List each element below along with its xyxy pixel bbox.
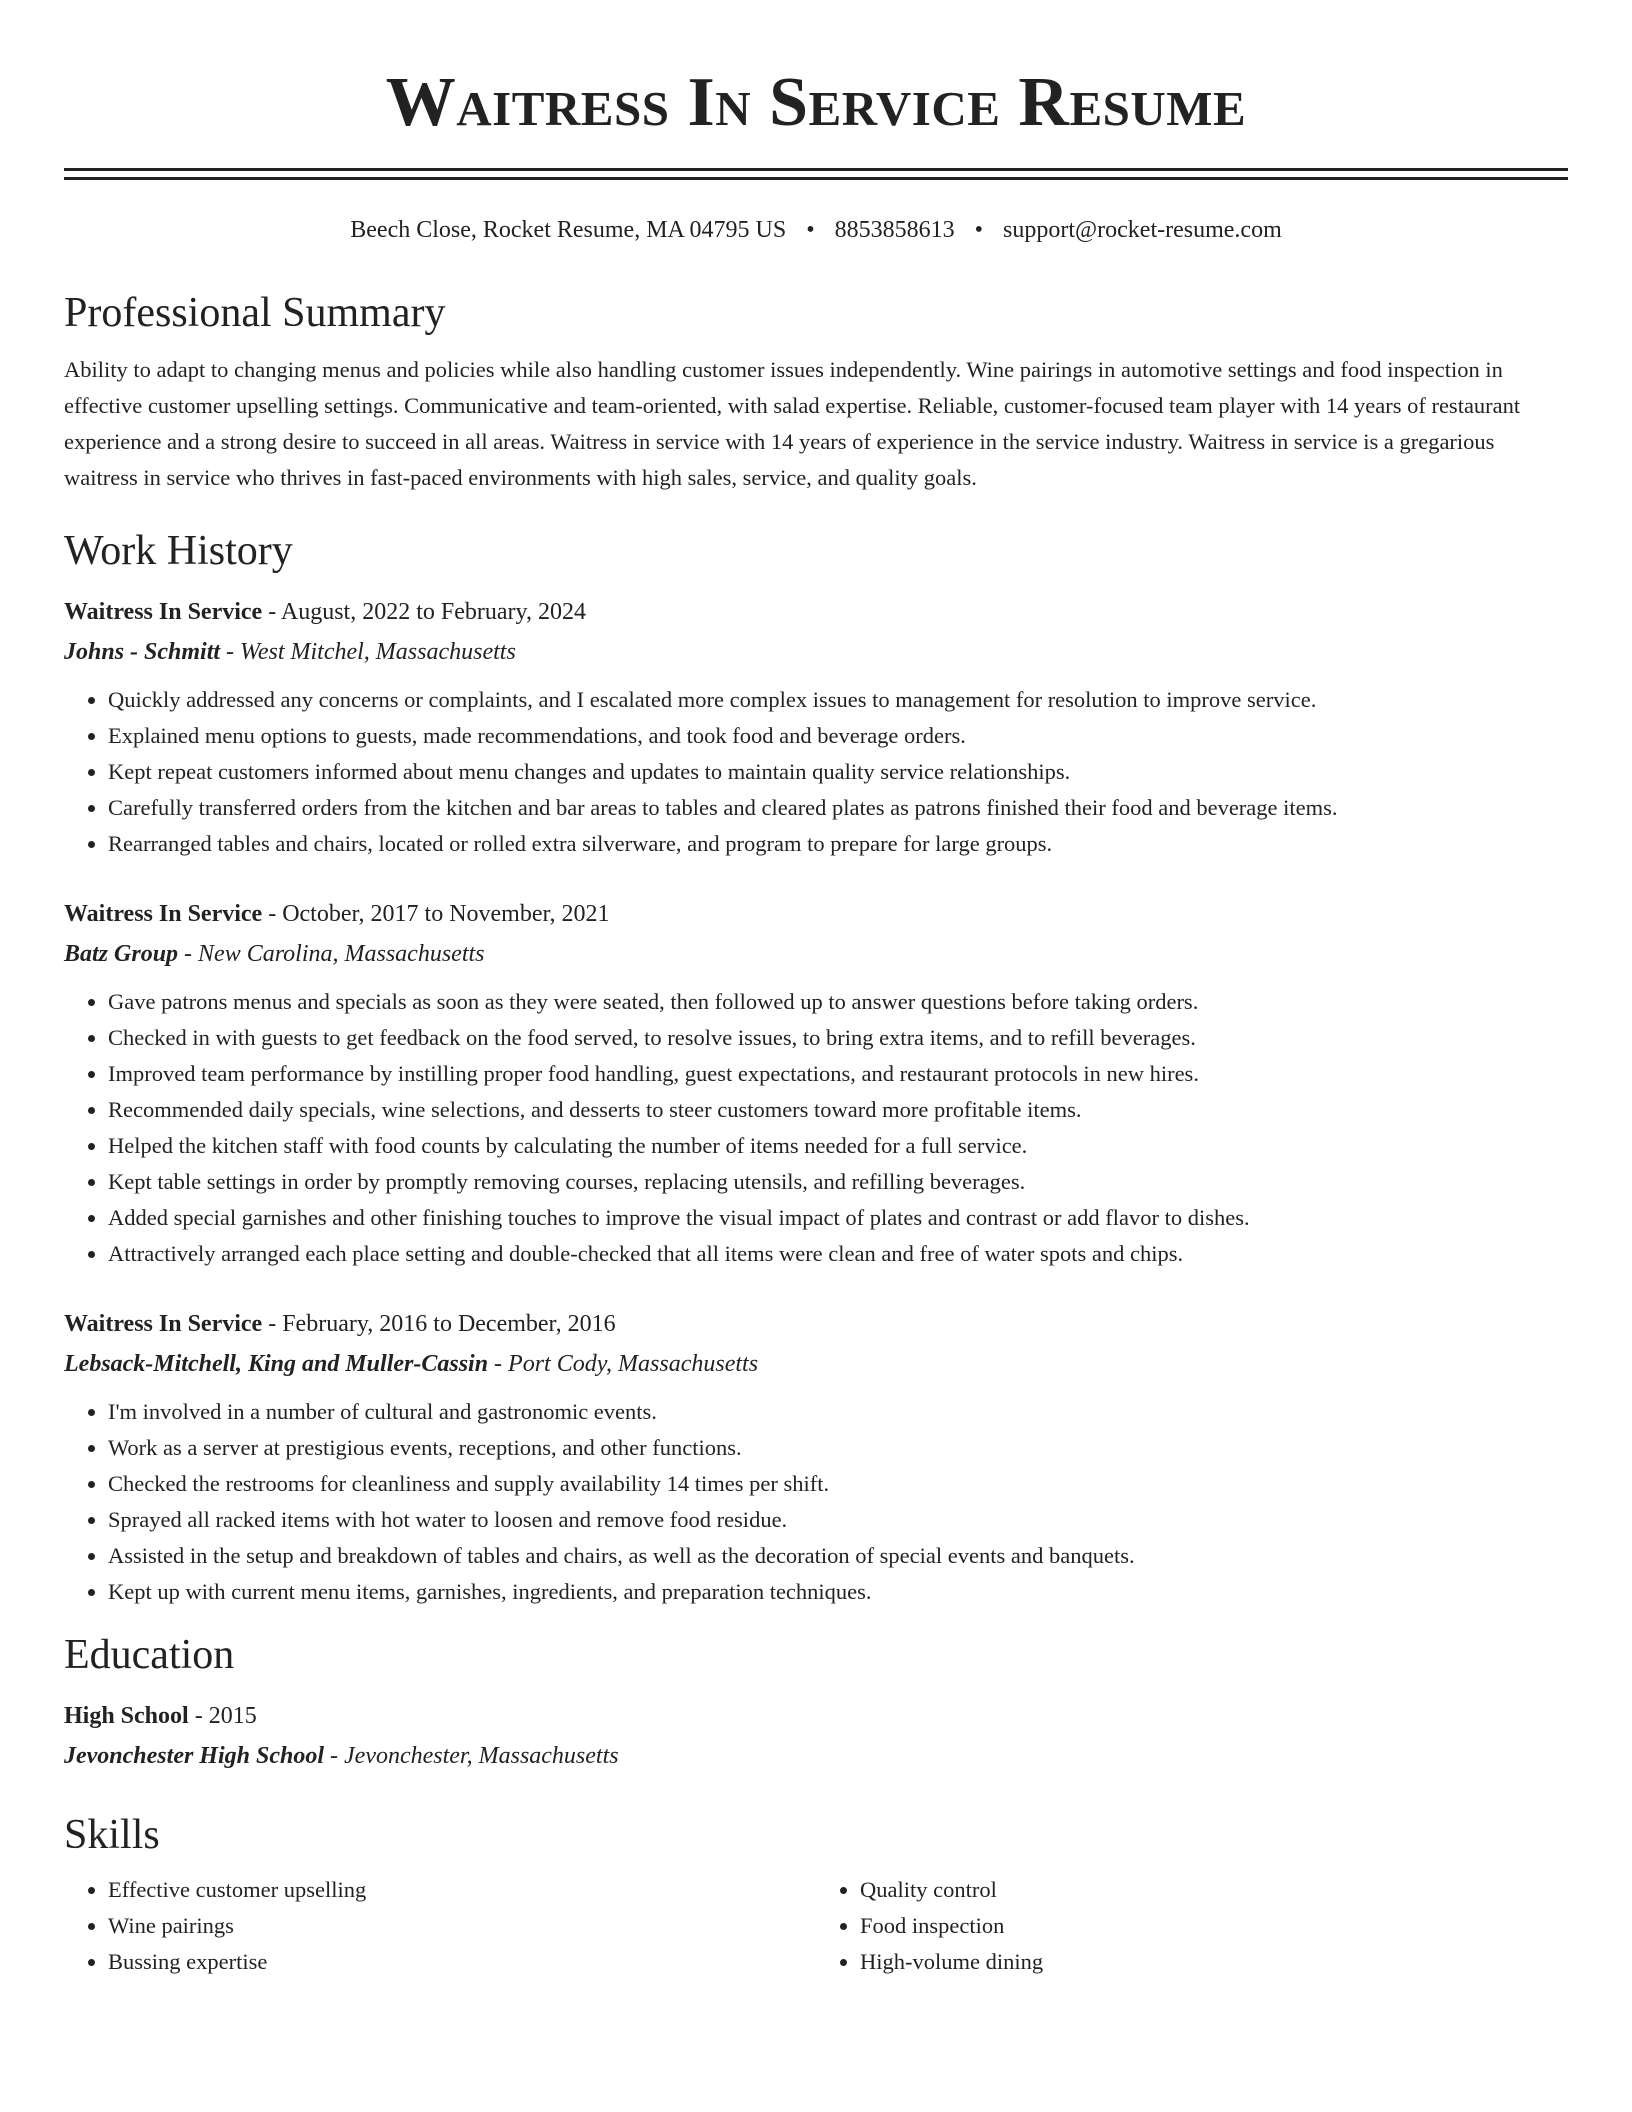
list-item: • Added special garnishes and other finishing touches to improve the visual impact of plates and contrast or add flavor to dishes.: [108, 1200, 1568, 1236]
contact-address: Beech Close, Rocket Resume, MA 04795 US: [350, 217, 787, 243]
skills-columns: [64, 1872, 1568, 1980]
job-dates: - August, 2022 to February, 2024: [262, 599, 586, 625]
title-double-rule: [64, 168, 1568, 180]
list-item: • I'm involved in a number of cultural and gastronomic events.: [108, 1394, 1568, 1430]
list-item: • Improved team performance by instilling proper food handling, guest expectations, and restaurant protocols in new hires.: [108, 1056, 1568, 1092]
education-degree: High School: [64, 1703, 189, 1729]
list-item: • Checked the restrooms for cleanliness and supply availability 14 times per shift.: [108, 1466, 1568, 1502]
list-item: • Kept up with current menu items, garnishes, ingredients, and preparation techniques.: [108, 1574, 1568, 1610]
job-title-line: [64, 894, 1568, 934]
job-company-line: [64, 934, 1568, 974]
education-degree-line: [64, 1696, 1568, 1736]
education-school: Jevonchester High School: [64, 1743, 325, 1769]
job-title: Waitress In Service: [64, 599, 263, 625]
job-location: - New Carolina, Massachusetts: [178, 941, 485, 967]
education-school-line: [64, 1736, 1568, 1776]
bullet-separator: •: [806, 217, 815, 243]
job-location: - West Mitchel, Massachusetts: [220, 639, 516, 665]
job-entry: [64, 894, 1568, 1272]
job-entry: [64, 592, 1568, 862]
skills-left-column: [64, 1872, 816, 1980]
skills-heading: Skills: [64, 1812, 160, 1858]
skills-right-column: [816, 1872, 1568, 1980]
job-company: Lebsack-Mitchell, King and Muller-Cassin: [64, 1351, 489, 1377]
list-item: • Rearranged tables and chairs, located or rolled extra silverware, and program to prepare for large groups.: [108, 826, 1568, 862]
list-item: • Checked in with guests to get feedback on the food served, to resolve issues, to bring extra items, and to refill beverages.: [108, 1020, 1568, 1056]
list-item: • Attractively arranged each place setting and double-checked that all items were clean and free of water spots and chips.: [108, 1236, 1568, 1272]
job-company-line: [64, 632, 1568, 672]
list-item: • High-volume dining: [860, 1944, 1568, 1980]
list-item: • Helped the kitchen staff with food counts by calculating the number of items needed for a full service.: [108, 1128, 1568, 1164]
contact-phone: 8853858613: [834, 217, 955, 243]
job-location: - Port Cody, Massachusetts: [488, 1351, 759, 1377]
list-item: • Sprayed all racked items with hot water to loosen and remove food residue.: [108, 1502, 1568, 1538]
list-item: • Wine pairings: [108, 1908, 816, 1944]
education-entry: [64, 1696, 1568, 1776]
list-item: • Quickly addressed any concerns or complaints, and I escalated more complex issues to management for resolution to improve service.: [108, 682, 1568, 718]
job-bullets: [64, 984, 1568, 1272]
job-bullets: [64, 1394, 1568, 1610]
job-company: Johns - Schmitt: [64, 639, 221, 665]
resume-title: Waitress In Service Resume: [385, 64, 1247, 141]
education-location: - Jevonchester, Massachusetts: [324, 1743, 619, 1769]
job-title-line: [64, 1304, 1568, 1344]
list-item: • Kept repeat customers informed about menu changes and updates to maintain quality service relationships.: [108, 754, 1568, 790]
job-dates: - October, 2017 to November, 2021: [262, 901, 610, 927]
job-company: Batz Group: [64, 941, 179, 967]
list-item: • Effective customer upselling: [108, 1872, 816, 1908]
summary-text: Ability to adapt to changing menus and policies while also handling customer issues independently. Wine pairings in automotive settings and food inspection in effective customer upselling settings. Communicative and team-oriented, with salad expertise. Reliable, customer-focused team player with 14 years of restaurant experience and a strong desire to succeed in all areas. Waitress in service with 14 years of experience in the service industry. Waitress in service is a gregarious waitress in service who thrives in fast-paced environments with high sales, service, and quality goals.: [64, 357, 1521, 490]
list-item: • Assisted in the setup and breakdown of tables and chairs, as well as the decoration of special events and banquets.: [108, 1538, 1568, 1574]
job-title: Waitress In Service: [64, 901, 263, 927]
list-item: • Gave patrons menus and specials as soon as they were seated, then followed up to answer questions before taking orders.: [108, 984, 1568, 1020]
list-item: • Quality control: [860, 1872, 1568, 1908]
education-year: - 2015: [188, 1703, 257, 1729]
contact-email: support@rocket-resume.com: [1003, 217, 1282, 243]
job-title-line: [64, 592, 1568, 632]
list-item: • Work as a server at prestigious events, receptions, and other functions.: [108, 1430, 1568, 1466]
education-heading: Education: [64, 1632, 235, 1678]
job-bullets: [64, 682, 1568, 862]
contact-line: [64, 214, 1568, 246]
job-entry: [64, 1304, 1568, 1610]
list-item: • Carefully transferred orders from the kitchen and bar areas to tables and cleared plates as patrons finished their food and beverage items.: [108, 790, 1568, 826]
summary-heading: Professional Summary: [64, 290, 446, 336]
work-history-heading: Work History: [64, 528, 293, 574]
list-item: • Recommended daily specials, wine selections, and desserts to steer customers toward more profitable items.: [108, 1092, 1568, 1128]
job-title: Waitress In Service: [64, 1311, 263, 1337]
bullet-separator: •: [974, 217, 984, 243]
job-company-line: [64, 1344, 1568, 1384]
list-item: • Bussing expertise: [108, 1944, 816, 1980]
job-dates: - February, 2016 to December, 2016: [262, 1311, 616, 1337]
list-item: • Kept table settings in order by promptly removing courses, replacing utensils, and refilling beverages.: [108, 1164, 1568, 1200]
list-item: • Food inspection: [860, 1908, 1568, 1944]
list-item: • Explained menu options to guests, made recommendations, and took food and beverage orders.: [108, 718, 1568, 754]
